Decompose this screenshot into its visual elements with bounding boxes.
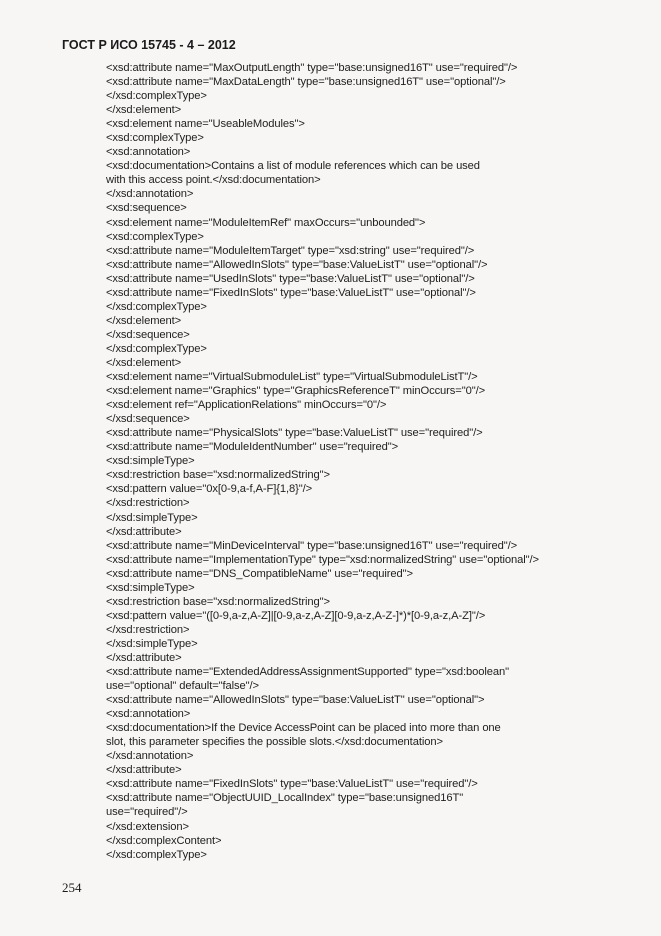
code-line: </xsd:attribute> bbox=[106, 525, 182, 538]
code-line: </xsd:restriction> bbox=[106, 623, 190, 636]
code-line: <xsd:attribute name="AllowedInSlots" type="base:ValueListT" use="optional"/> bbox=[106, 258, 488, 271]
code-line: <xsd:attribute name="ModuleIdentNumber" use="required"> bbox=[106, 441, 399, 454]
code-line: <xsd:simpleType> bbox=[106, 581, 195, 594]
code-line: use="required"/> bbox=[106, 806, 188, 819]
code-line: </xsd:complexContent> bbox=[106, 834, 222, 847]
code-line: </xsd:complexType> bbox=[106, 300, 207, 313]
code-line: </xsd:annotation> bbox=[106, 188, 194, 201]
code-line: <xsd:restriction base="xsd:normalizedString"> bbox=[106, 469, 330, 482]
code-line: </xsd:complexType> bbox=[106, 848, 207, 861]
code-line: use="optional" default="false"/> bbox=[106, 680, 259, 693]
code-line: </xsd:element> bbox=[106, 314, 182, 327]
code-line: <xsd:attribute name="PhysicalSlots" type="base:ValueListT" use="required"/> bbox=[106, 427, 483, 440]
code-line: </xsd:extension> bbox=[106, 820, 189, 833]
code-line: <xsd:attribute name="MaxDataLength" type="base:unsigned16T" use="optional"/> bbox=[106, 76, 506, 89]
code-line: </xsd:simpleType> bbox=[106, 511, 198, 524]
code-line: </xsd:complexType> bbox=[106, 342, 207, 355]
code-line: <xsd:pattern value="([0-9,a-z,A-Z]|[0-9,a-z,A-Z][0-9,a-z,A-Z-]*)*[0-9,a-z,A-Z]"/> bbox=[106, 609, 486, 622]
code-line: </xsd:sequence> bbox=[106, 328, 190, 341]
code-line: <xsd:documentation>If the Device AccessPoint can be placed into more than one bbox=[106, 722, 501, 735]
code-line: <xsd:restriction base="xsd:normalizedString"> bbox=[106, 595, 330, 608]
code-line: <xsd:simpleType> bbox=[106, 455, 195, 468]
code-line: </xsd:attribute> bbox=[106, 651, 182, 664]
code-line: <xsd:annotation> bbox=[106, 708, 191, 721]
code-line: <xsd:attribute name="ExtendedAddressAssignmentSupported" type="xsd:boolean" bbox=[106, 666, 510, 679]
code-line: <xsd:attribute name="MaxOutputLength" type="base:unsigned16T" use="required"/> bbox=[106, 62, 518, 74]
code-line: </xsd:simpleType> bbox=[106, 637, 198, 650]
code-line: <xsd:element name="VirtualSubmoduleList" type="VirtualSubmoduleListT"/> bbox=[106, 371, 478, 384]
code-line: <xsd:attribute name="ImplementationType" type="xsd:normalizedString" use="optional"/> bbox=[106, 553, 539, 566]
code-line: <xsd:attribute name="ObjectUUID_LocalIndex" type="base:unsigned16T" bbox=[106, 792, 464, 805]
code-line: <xsd:element name="ModuleItemRef" maxOccurs="unbounded"> bbox=[106, 216, 426, 229]
code-line: <xsd:attribute name="ModuleItemTarget" type="xsd:string" use="required"/> bbox=[106, 244, 475, 257]
code-line: with this access point.</xsd:documentation> bbox=[106, 174, 321, 187]
code-line: <xsd:element name="UseableModules"> bbox=[106, 118, 305, 131]
code-line: <xsd:complexType> bbox=[106, 132, 204, 145]
code-line: </xsd:sequence> bbox=[106, 413, 190, 426]
code-line: <xsd:attribute name="MinDeviceInterval" type="base:unsigned16T" use="required"/> bbox=[106, 539, 518, 552]
code-line: </xsd:restriction> bbox=[106, 497, 190, 510]
code-line: </xsd:complexType> bbox=[106, 90, 207, 103]
code-line: </xsd:element> bbox=[106, 104, 182, 117]
code-line: <xsd:annotation> bbox=[106, 146, 191, 159]
code-line: <xsd:attribute name="FixedInSlots" type="base:ValueListT" use="optional"/> bbox=[106, 286, 476, 299]
code-line: <xsd:pattern value="0x[0-9,a-f,A-F]{1,8}"/> bbox=[106, 483, 313, 496]
code-line: slot, this parameter specifies the possible slots.</xsd:documentation> bbox=[106, 736, 443, 749]
code-line: </xsd:annotation> bbox=[106, 750, 194, 763]
page-number: 254 bbox=[62, 880, 82, 895]
code-line: <xsd:complexType> bbox=[106, 230, 204, 243]
code-line: <xsd:attribute name="UsedInSlots" type="base:ValueListT" use="optional"/> bbox=[106, 272, 475, 285]
code-line: </xsd:element> bbox=[106, 356, 182, 369]
code-line: <xsd:attribute name="AllowedInSlots" type="base:ValueListT" use="optional"> bbox=[106, 694, 485, 707]
code-line: </xsd:attribute> bbox=[106, 764, 182, 777]
code-line: <xsd:element name="Graphics" type="GraphicsReferenceT" minOccurs="0"/> bbox=[106, 385, 486, 398]
code-line: <xsd:documentation>Contains a list of module references which can be used bbox=[106, 160, 480, 173]
xsd-code-block bbox=[106, 61, 646, 862]
code-line: <xsd:attribute name="FixedInSlots" type="base:ValueListT" use="required"/> bbox=[106, 778, 478, 791]
code-line: <xsd:attribute name="DNS_CompatibleName" use="required"> bbox=[106, 567, 413, 580]
code-line: <xsd:element ref="ApplicationRelations" minOccurs="0"/> bbox=[106, 399, 387, 412]
code-line: <xsd:sequence> bbox=[106, 202, 187, 215]
page-header-title: ГОСТ Р ИСО 15745 - 4 – 2012 bbox=[62, 38, 236, 52]
